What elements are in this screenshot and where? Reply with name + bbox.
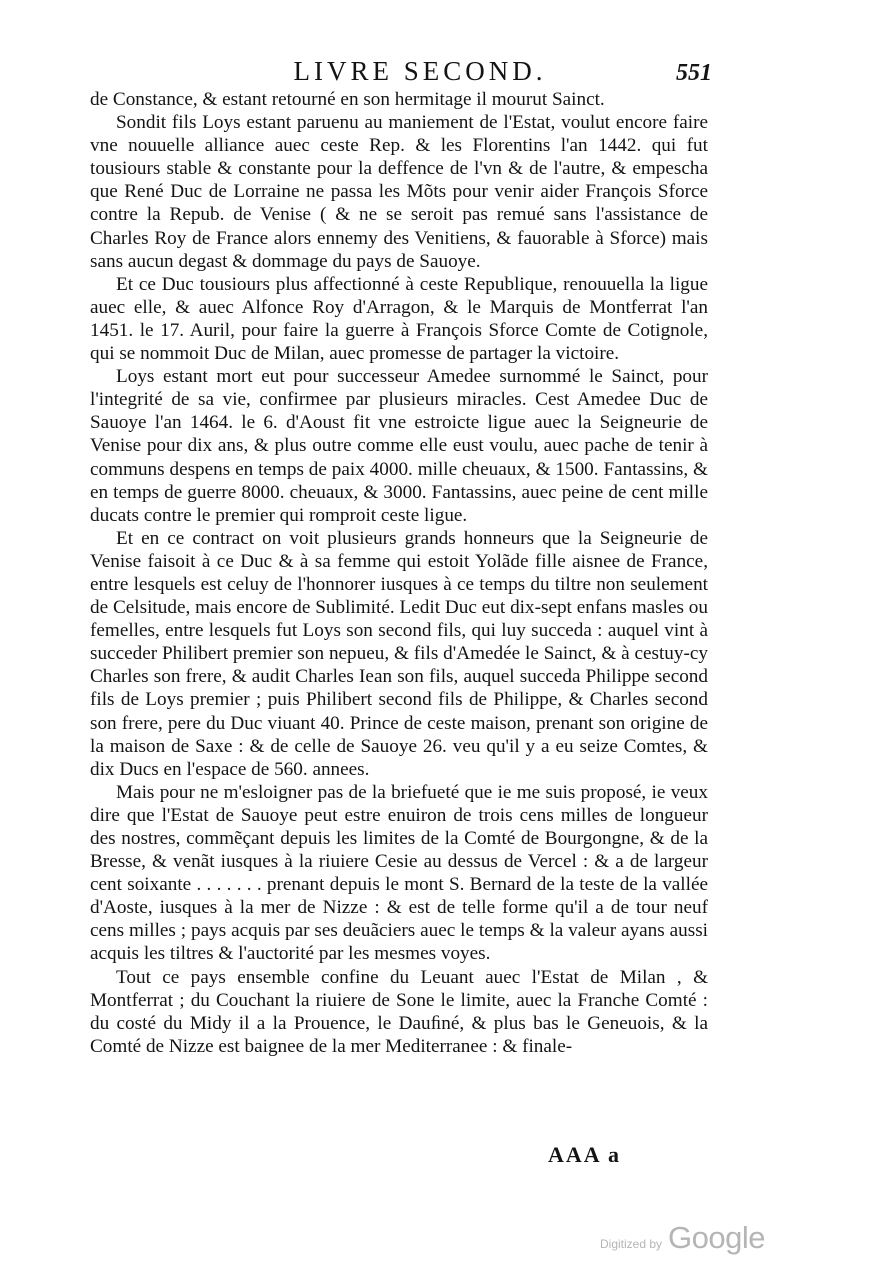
paragraph: Loys estant mort eut pour successeur Amedee surnommé le Sainct, pour l'integrité de sa vie, confirmee par plusieurs miracles. Cest Amedee Duc de Sauoye l'an 1464. le 6. d'Aoust fit vne estroicte ligue auec la Seigneurie de Venise pour dix ans, & plus outre comme elle eust voulu, auec pache de tenir à communs despens en temps de paix 4000. mille cheuaux, & 1500. Fantassins, & en temps de guerre 8000. cheuaux, & 3000. Fantassins, auec peine de cent mille ducats contre le premier qui romproit ceste ligue.: [90, 366, 708, 526]
digitization-watermark: [600, 1220, 800, 1260]
watermark-prefix: Digitized by: [600, 1237, 663, 1251]
page-number: 551: [676, 60, 712, 86]
body-text: [90, 88, 708, 1058]
signature-mark: AAA a: [548, 1142, 621, 1167]
watermark-logo: Google: [668, 1220, 765, 1255]
paragraph: Tout ce pays ensemble confine du Leuant auec l'Estat de Milan , & Montferrat ; du Couchant la riuiere de Sone le limite, auec la Franche Comté : du costé du Midy il a la Prouence, le Dauﬁné, & plus bas le Geneuois, & la Comté de Nizze est baignee de la mer Mediterranee : & finale-: [90, 966, 708, 1057]
paragraph: Et ce Duc tousiours plus affectionné à ceste Republique, renouuella la ligue auec elle, & auec Alfonce Roy d'Arragon, & le Marquis de Montferrat l'an 1451. le 17. Auril, pour faire la guerre à François Sforce Comte de Cotignole, qui se nommoit Duc de Milan, auec promesse de partager la victoire.: [90, 273, 708, 365]
paragraph: Et en ce contract on voit plusieurs grands honneurs que la Seigneurie de Venise faisoit à ce Duc & à sa femme qui estoit Yolãde fille aisnee de France, entre lesquels est celuy de l'honnorer iusques à ce temps du tiltre non seulement de Celsitude, mais encore de Sublimité. Ledit Duc eut dix-sept enfans masles ou femelles, entre lesquels fut Loys son second fils, qui luy succeda : auquel vint à succeder Philibert premier son nepueu, & fils d'Amedée le Sainct, & à cestuy-cy Charles son frere, & audit Charles Iean son fils, auquel succeda Philippe second fils de Loys premier ; puis Philibert second fils de Philippe, & Charles second son frere, pere du Duc viuant 40. Prince de ceste maison, prenant son origine de la maison de Saxe : & de celle de Sauoye 26. veu qu'il y a eu seize Comtes, & dix Ducs en l'espace de 560. annees.: [90, 527, 708, 780]
running-title: LIVRE SECOND.: [293, 56, 547, 86]
paragraph: Mais pour ne m'esloigner pas de la briefueté que ie me suis proposé, ie veux dire que l'Estat de Sauoye peut estre enuiron de trois cens milles de longueur des nostres, commẽçant depuis les limites de la Comté de Bourgongne, & de la Bresse, & venãt iusques à la riuiere Cesie au dessus de Vercel : & a de largeur cent soixante . . . . . . . prenant depuis le mont S. Bernard de la teste de la vallée d'Aoste, iusques à la mer de Nizze : & est de telle forme qu'il a de tour neuf cens milles ; pays acquis par ses deuãciers auec le temps & la valeur ayans aussi acquis les tiltres & l'auctorité par les mesmes voyes.: [90, 781, 708, 965]
paragraph: Sondit fils Loys estant paruenu au maniement de l'Estat, voulut encore faire vne nouuelle alliance auec ceste Rep. & les Florentins l'an 1442. qui fut tousiours stable & constante pour la deffence de l'vn & de l'autre, & empescha que René Duc de Lorraine ne passa les Mõts pour venir aider François Sforce contre la Repub. de Venise ( & ne se seroit pas remué sans l'assistance de Charles Roy de France alors ennemy des Venitiens, & fauorable à Sforce) mais sans aucun degast & dommage du pays de Sauoye.: [90, 112, 708, 272]
paragraph-continued: de Constance, & estant retourné en son hermitage il mourut Sainct.: [90, 89, 605, 110]
